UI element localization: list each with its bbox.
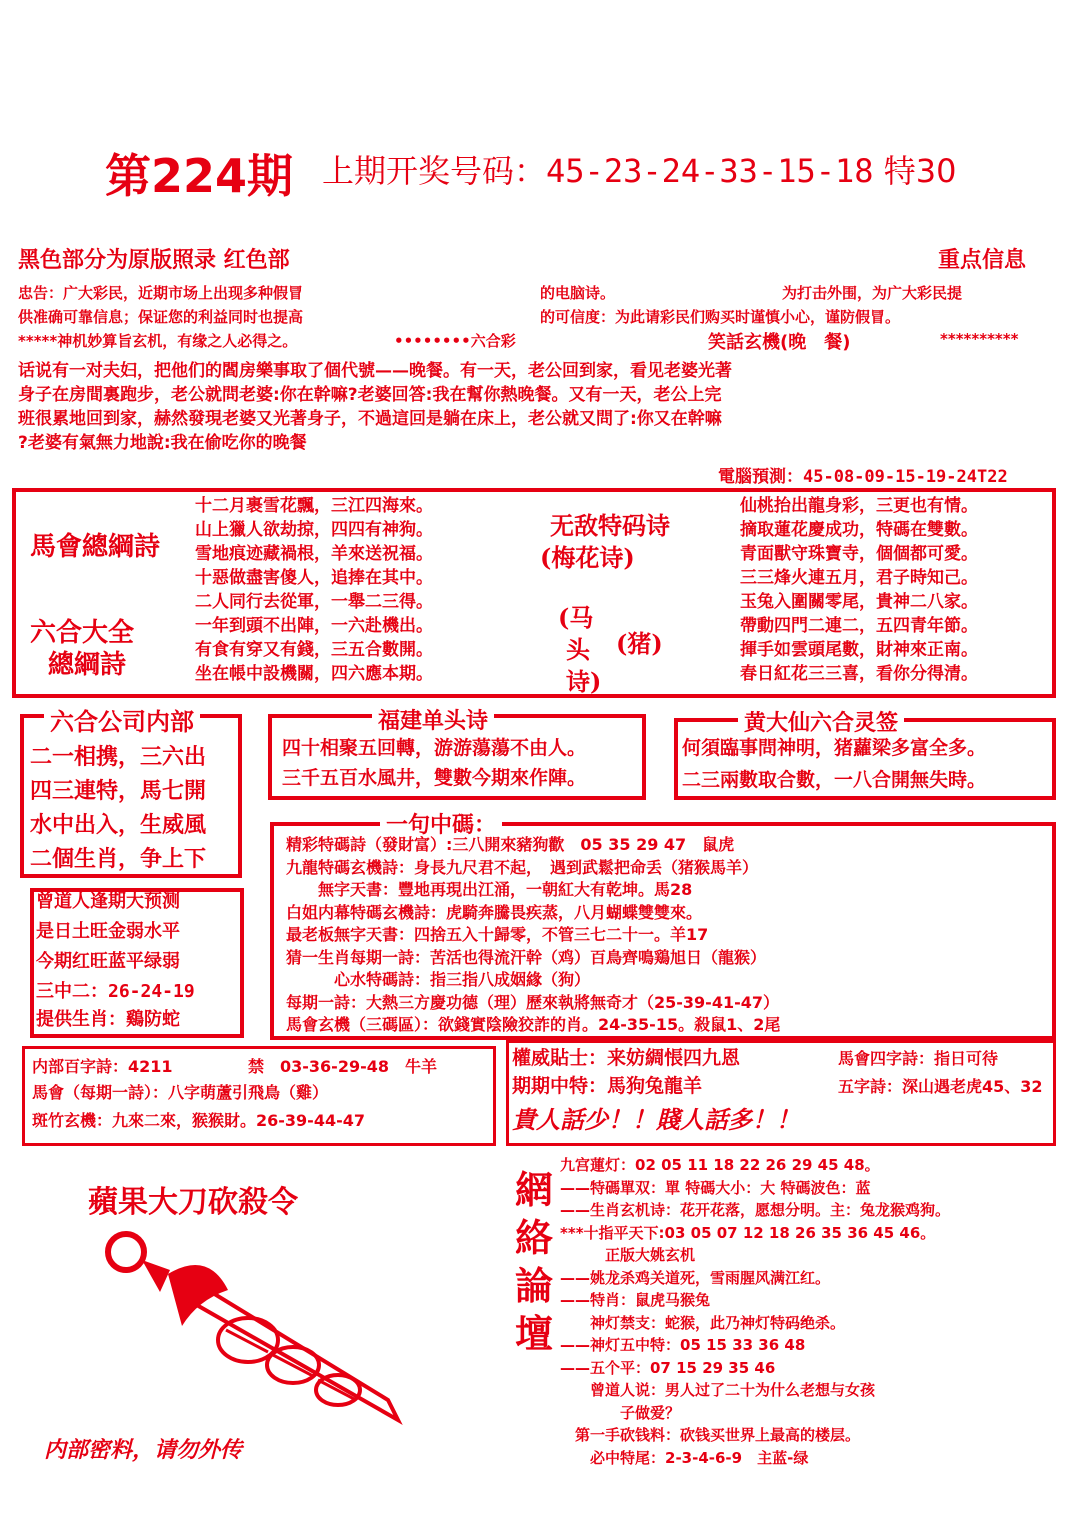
forum-line: 子做爱？ bbox=[560, 1403, 681, 1422]
poem-left-line: 十惡做盡害傻人，追捧在其中。 bbox=[195, 568, 433, 588]
forum-line: ***十指平天下:03 05 07 12 18 26 35 36 45 46。 bbox=[560, 1223, 936, 1242]
last-draw-numbers: 45-23-24-33-15-18 bbox=[546, 152, 874, 190]
forum-vertical-char: 網 bbox=[514, 1167, 553, 1212]
poem-mid-title3: (马 bbox=[558, 603, 594, 632]
notice-line1b: 的电脑诗。 bbox=[540, 284, 616, 302]
last-draw-label: 上期开奖号码： bbox=[322, 152, 547, 190]
inner-line1b: 禁 03-36-29-48 牛羊 bbox=[248, 1057, 437, 1076]
authority-line1b: 馬會四字詩：指日可待 bbox=[838, 1049, 999, 1068]
one-sentence-line: 馬會玄機（三碼區）：欲錢實陰險狡詐的肖。24-35-15。殺鼠1、2尾 bbox=[286, 1015, 781, 1034]
notice-line3d: ********** bbox=[940, 330, 1019, 348]
inner-line1a: 内部百字詩：4211 bbox=[32, 1057, 173, 1076]
prediction-numbers: 45-08-09-15-19-24T22 bbox=[803, 467, 1008, 487]
one-sentence-line: 精彩特碼詩（發財富）:三八開來豬狗歡 05 35 29 47 鼠虎 bbox=[286, 835, 735, 854]
daoren-line3-label: 三中二： bbox=[36, 981, 108, 1002]
company-line: 二個生肖，争上下 bbox=[30, 846, 207, 872]
forum-line: ——五个平：07 15 29 35 46 bbox=[560, 1358, 776, 1377]
prediction-label: 電腦預測： bbox=[718, 467, 803, 487]
forum-vertical-char: 絡 bbox=[514, 1215, 553, 1260]
poem-mid-title6: 诗) bbox=[566, 667, 602, 696]
computer-prediction bbox=[718, 462, 1008, 487]
huang-line2: 二三兩數取合數，一八合開無失時。 bbox=[682, 769, 987, 791]
authority-line2a: 期期中特：馬狗兔龍羊 bbox=[512, 1075, 703, 1097]
notice-line1c: 为打击外围，为广大彩民提 bbox=[782, 284, 963, 302]
company-line: 二一相携，三六出 bbox=[30, 744, 207, 770]
forum-vertical-title bbox=[512, 1166, 556, 1358]
poem-mid-title1: 无敌特码诗 bbox=[550, 511, 670, 540]
one-sentence-line: 九龍特碼玄機詩：身長九尺君不起， 遇到武鬆把命丢（猪猴馬羊） bbox=[286, 857, 759, 877]
company-lines bbox=[30, 740, 206, 876]
poem-left-list bbox=[195, 494, 433, 686]
apple-footer: 内部密料，请勿外传 bbox=[44, 1437, 243, 1463]
story-line2: 身子在房間裏跑步，老公就問老婆:你在幹嘛?老婆回答:我在幫你熱晚餐。又有一天，老公上完 bbox=[18, 385, 722, 405]
authority-line1a: 權威貼士：来妨綢悵四九恩 bbox=[512, 1047, 741, 1069]
special-number: 特30 bbox=[883, 152, 957, 190]
poem-left-line: 十二月裹雪花飄，三江四海來。 bbox=[195, 496, 433, 516]
daoren-line3-value: 26-24-19 bbox=[108, 981, 195, 1002]
notice-title-left: 黑色部分为原版照录 红色部 bbox=[18, 248, 290, 273]
notice-line3b: ••••••••六合彩 bbox=[394, 332, 516, 350]
fujian-line1: 四十相聚五回轉，游游蕩蕩不由人。 bbox=[282, 737, 587, 759]
daoren-line1: 是日土旺金弱水平 bbox=[36, 921, 180, 942]
story-line3: 班很累地回到家，赫然發現老婆又光著身子，不過這回是躺在床上，老公就又問了:你又在幹嘛 bbox=[18, 409, 722, 429]
poem-right-line: 仙桃抬出龍身彩，三更也有情。 bbox=[740, 496, 978, 516]
apple-title: 蘋果大刀砍殺令 bbox=[88, 1185, 298, 1220]
forum-line: ——特碼單双：單 特碼大小：大 特碼波色：蓝 bbox=[560, 1178, 871, 1197]
sword-icon bbox=[98, 1230, 428, 1430]
forum-line: 正版大姚玄机 bbox=[560, 1246, 696, 1264]
forum-line: 神灯禁支：蛇猴，此乃神灯特码绝杀。 bbox=[560, 1313, 846, 1332]
one-sentence-line: 每期一詩：大熱三方慶功德（理）歷來執將無奇才（25-39-41-47） bbox=[286, 992, 779, 1012]
forum-vertical-char: 論 bbox=[514, 1263, 553, 1308]
notice-line2b: 的可信度：为此请彩民们购买时谨慎小心，谨防假冒。 bbox=[540, 308, 901, 326]
daoren-title: 曾道人逢期大预测 bbox=[36, 891, 180, 912]
company-title: 六合公司内部 bbox=[44, 702, 200, 737]
daoren-line3 bbox=[36, 982, 195, 1003]
one-sentence-line: 最老板無字天書：四捨五入十歸零，不管三七二十一。羊17 bbox=[286, 925, 709, 944]
authority-line2b: 五字詩：深山遇老虎45、32 bbox=[838, 1077, 1043, 1096]
poem-right-line: 玉兔入圍關零尾，貴神二八家。 bbox=[740, 592, 978, 612]
poem-mid-title2: (梅花诗) bbox=[540, 543, 635, 572]
forum-line: 必中特尾：2-3-4-6-9 主蓝-绿 bbox=[560, 1448, 809, 1467]
notice-title-right: 重点信息 bbox=[938, 248, 1027, 273]
poem-title-horse: 馬會總綱詩 bbox=[30, 532, 161, 562]
poem-title-zonggang: 總綱詩 bbox=[48, 650, 127, 680]
one-sentence-lines bbox=[286, 834, 780, 1037]
forum-line: ——特肖：鼠虎马猴兔 bbox=[560, 1291, 711, 1309]
forum-lines bbox=[560, 1154, 950, 1469]
poem-left-line: 坐在帳中設機關，四六應本期。 bbox=[195, 664, 433, 684]
poem-right-line: 帶動四門二連二，五四青年節。 bbox=[740, 616, 978, 636]
one-sentence-line: 白姐内幕特碼玄機詩：虎騎奔騰畏疾蒸，八月蝴蝶雙雙來。 bbox=[286, 902, 703, 922]
poem-left-line: 山上獵人欲劫掠，四四有神狗。 bbox=[195, 520, 433, 540]
one-sentence-line: 猜一生肖每期一詩：苦活也得流汗幹（鸡）百鳥齊鳴鶏旭日（龍猴） bbox=[286, 947, 767, 967]
forum-line: 曾道人说：男人过了二十为什么老想与女孩 bbox=[560, 1381, 876, 1399]
authority-slogan: 貴人話少！！賤人話多！！ bbox=[512, 1105, 800, 1134]
poem-right-line: 摘取蓮花慶成功，特碼在雙數。 bbox=[740, 520, 978, 540]
forum-line: ——姚龙杀鸡关道死，雪雨腥风满江红。 bbox=[560, 1268, 831, 1287]
poem-left-line: 一年到頭不出陣，一六赴機出。 bbox=[195, 616, 433, 636]
forum-line: 第一手砍钱料：砍钱买世界上最高的楼层。 bbox=[560, 1426, 861, 1444]
notice-line1a: 忠告：广大彩民，近期市场上出现多种假冒 bbox=[18, 284, 304, 302]
notice-line3c: 笑話玄機(晚 餐) bbox=[708, 332, 851, 353]
story-line4: ?老婆有氣無力地說:我在偷吃你的晚餐 bbox=[18, 433, 307, 453]
poem-left-line: 二人同行去從軍，一舉二三得。 bbox=[195, 592, 433, 612]
company-line: 四三連特，馬七開 bbox=[30, 778, 207, 804]
one-sentence-line: 心水特碼詩：指三指八成姻緣（狗） bbox=[286, 970, 591, 989]
poem-right-line: 青面獸守珠寶寺，個個都可愛。 bbox=[740, 544, 978, 564]
daoren-line2: 今期红旺蓝平绿弱 bbox=[36, 951, 180, 972]
poem-right-line: 春日紅花三三喜，看你分得清。 bbox=[740, 664, 978, 684]
forum-line: 九宫蓮灯：02 05 11 18 22 26 29 45 48。 bbox=[560, 1156, 880, 1174]
fujian-title: 福建单头诗 bbox=[372, 704, 494, 735]
fujian-line2: 三千五百水風井，雙數今期來作陣。 bbox=[282, 767, 587, 789]
inner-line2: 馬會（每期一詩）：八字萌蘆引飛鳥（雞） bbox=[32, 1083, 329, 1102]
huang-title: 黄大仙六合灵签 bbox=[738, 706, 904, 737]
forum-line: ——生肖玄机诗：花开花落，愿想分明。主：兔龙猴鸡狗。 bbox=[560, 1201, 951, 1219]
poem-right-list bbox=[740, 494, 978, 686]
daoren-line4: 提供生肖：鷄防蛇 bbox=[36, 1009, 180, 1030]
poem-right-line: 揮手如雲頭尾數，財神來正南。 bbox=[740, 640, 978, 660]
poem-mid-title4: 头 bbox=[566, 635, 590, 664]
huang-line1: 何須臨事問神明，猪蘿梁多富全多。 bbox=[682, 737, 987, 759]
poem-left-line: 雪地痕迹藏禍根，羊來送祝福。 bbox=[195, 544, 433, 564]
company-line: 水中出入，生威風 bbox=[30, 812, 207, 838]
poem-mid-title5: (猪) bbox=[616, 629, 663, 658]
one-sentence-line: 無字天書：豐地再現出江涌，一朝紅大有乾坤。馬28 bbox=[286, 880, 693, 899]
forum-vertical-char: 壇 bbox=[514, 1311, 553, 1356]
notice-line2a: 供准确可靠信息；保证您的利益同时也提高 bbox=[18, 308, 304, 326]
inner-line3: 斑竹玄機：九來二來，猴猴財。26-39-44-47 bbox=[32, 1111, 365, 1130]
issue-number: 第224期 bbox=[105, 149, 294, 203]
poem-left-line: 有食有穿又有錢，三五合數開。 bbox=[195, 640, 433, 660]
one-sentence-title: 一句中碼： bbox=[380, 808, 502, 839]
poem-title-liuhe: 六合大全 bbox=[30, 618, 135, 648]
story-line1: 话说有一对夫妇，把他们的閻房樂事取了個代號——晚餐。有一天，老公回到家，看见老婆光著 bbox=[18, 361, 732, 381]
notice-line3a: *****神机妙算旨玄机，有缘之人必得之。 bbox=[18, 332, 298, 350]
last-draw bbox=[322, 146, 956, 192]
poem-right-line: 三三烽火連五月，君子時知己。 bbox=[740, 568, 978, 588]
forum-line: ——神灯五中特：05 15 33 36 48 bbox=[560, 1336, 806, 1354]
